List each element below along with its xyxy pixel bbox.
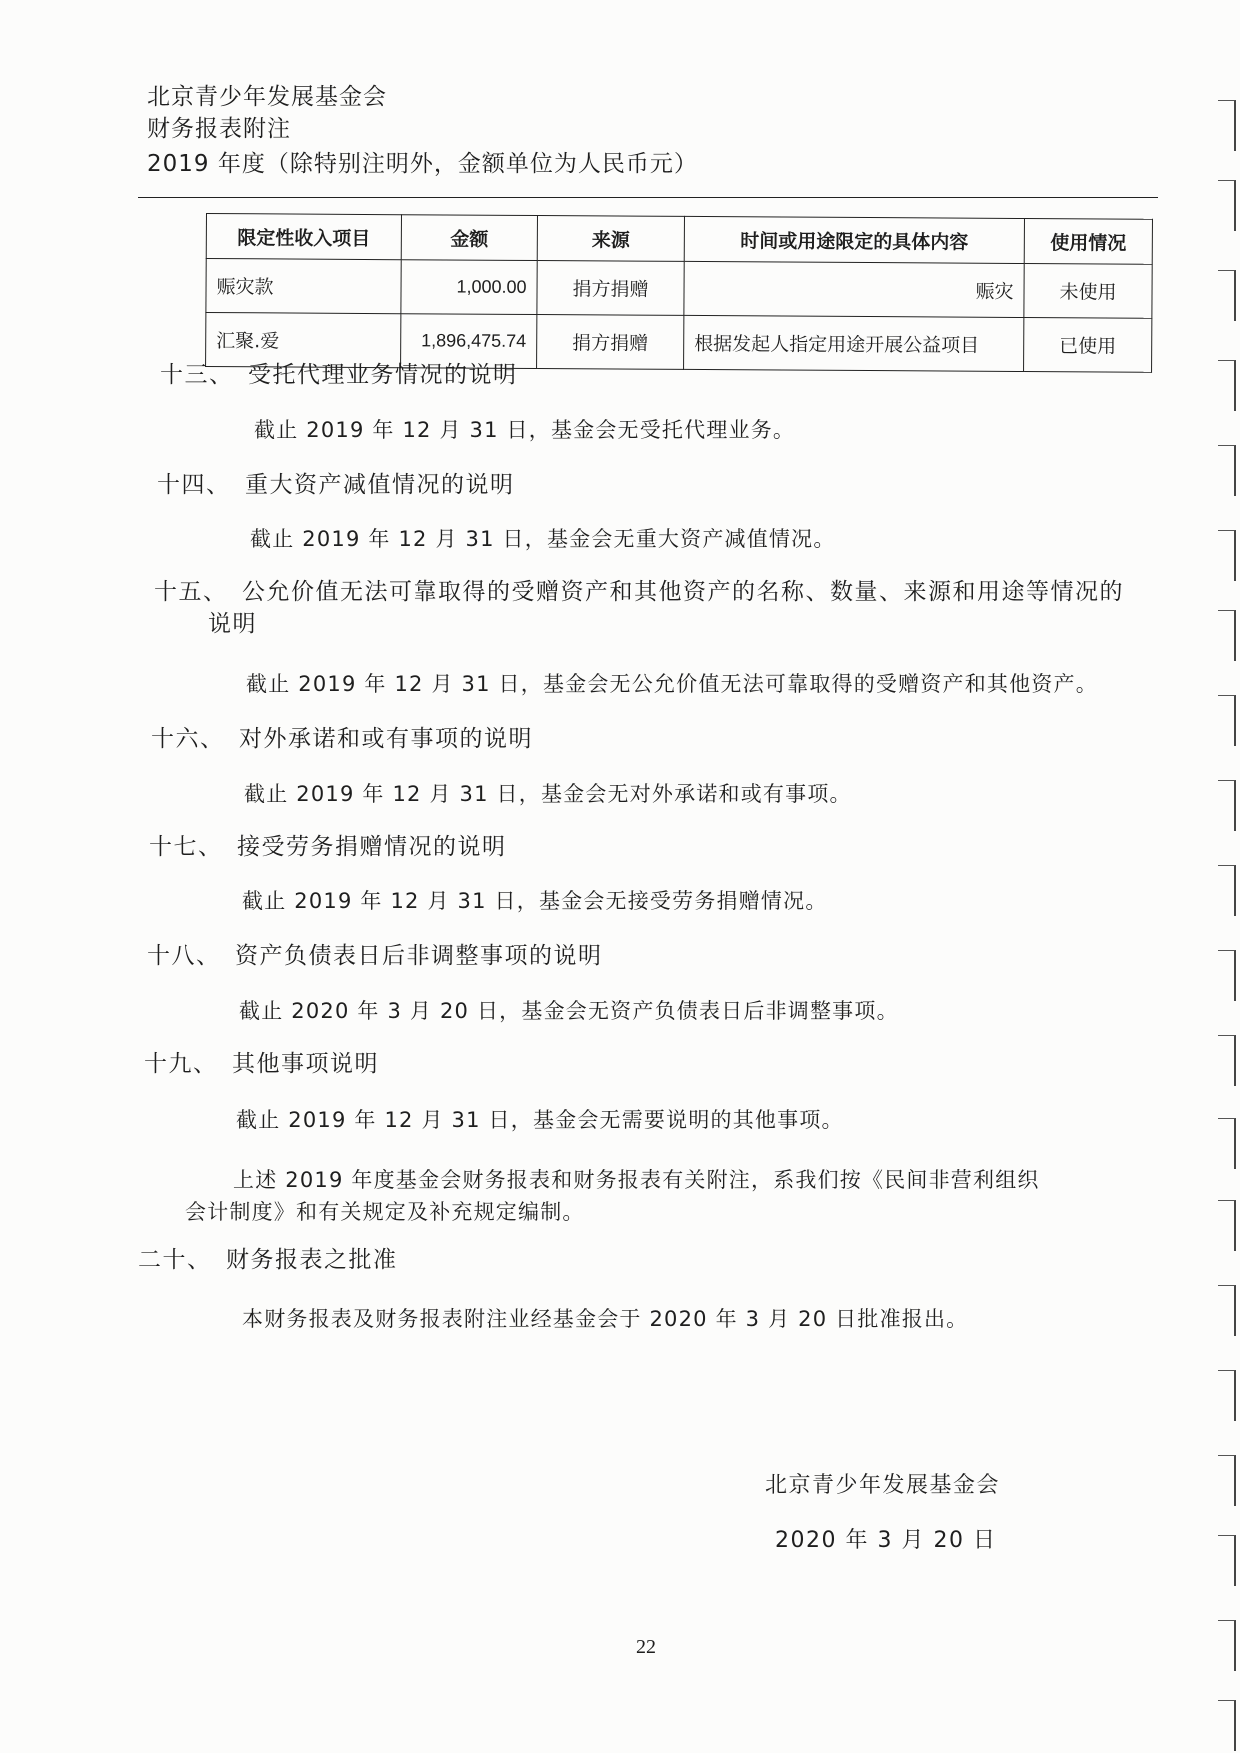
binding-mark	[1218, 1118, 1236, 1169]
section-heading	[147, 939, 603, 973]
binding-mark	[1218, 180, 1236, 231]
cell-source: 捐方捐赠	[537, 315, 684, 370]
binding-mark	[1218, 780, 1236, 831]
section-body: 截止 2019 年 12 月 31 日，基金会无对外承诺和或有事项。	[244, 782, 852, 806]
section-heading	[144, 1047, 379, 1081]
column-header: 使用情况	[1024, 218, 1152, 264]
header-period-note: 2019 年度（除特别注明外，金额单位为人民币元）	[147, 151, 698, 177]
section-number: 十七、	[149, 834, 223, 860]
column-header: 金额	[401, 215, 537, 261]
cell-restriction: 赈灾	[684, 261, 1024, 317]
binding-mark	[1218, 1370, 1236, 1421]
section-title: 公允价值无法可靠取得的受赠资产和其他资产的名称、数量、来源和用途等情况的	[242, 579, 1124, 605]
header-org: 北京青少年发展基金会	[147, 84, 387, 110]
page-number: 22	[636, 1636, 656, 1658]
section-number: 十六、	[151, 726, 225, 752]
section-title: 资产负债表日后非调整事项的说明	[235, 943, 603, 969]
section-title: 对外承诺和或有事项的说明	[239, 726, 533, 752]
section-number: 十三、	[160, 362, 234, 388]
section-title: 重大资产减值情况的说明	[245, 472, 515, 498]
binding-mark	[1218, 865, 1236, 916]
section-heading	[154, 575, 1124, 609]
section-number: 十五、	[154, 579, 228, 605]
column-header: 限定性收入项目	[206, 214, 401, 260]
signature-date: 2020 年 3 月 20 日	[775, 1528, 997, 1553]
section-number: 十八、	[147, 943, 221, 969]
section-body: 截止 2020 年 3 月 20 日，基金会无资产负债表日后非调整事项。	[239, 999, 899, 1023]
section-heading	[149, 830, 507, 864]
binding-mark	[1218, 610, 1236, 661]
binding-mark	[1218, 360, 1236, 411]
section-heading	[151, 722, 533, 756]
binding-mark	[1218, 270, 1236, 321]
section-body: 截止 2019 年 12 月 31 日，基金会无需要说明的其他事项。	[236, 1108, 844, 1132]
section-title: 受托代理业务情况的说明	[248, 362, 518, 388]
table-row	[206, 259, 1152, 319]
section-body: 截止 2019 年 12 月 31 日，基金会无重大资产减值情况。	[250, 527, 836, 551]
restricted-income-table	[205, 213, 1153, 373]
cell-item: 赈灾款	[206, 259, 401, 314]
header-doc-title: 财务报表附注	[147, 116, 291, 142]
section-body: 截止 2019 年 12 月 31 日，基金会无受托代理业务。	[254, 418, 796, 442]
column-header: 来源	[537, 216, 684, 262]
column-header: 时间或用途限定的具体内容	[684, 216, 1024, 263]
section-title-continued: 说明	[208, 611, 257, 637]
binding-mark	[1218, 950, 1236, 1001]
section-number: 十四、	[157, 472, 231, 498]
binding-mark	[1218, 1620, 1236, 1671]
section-title: 财务报表之批准	[226, 1247, 398, 1273]
binding-mark	[1218, 445, 1236, 496]
binding-mark	[1218, 1700, 1236, 1751]
cell-item: 汇聚.爱	[206, 313, 401, 368]
compliance-line-1: 上述 2019 年度基金会财务报表和财务报表有关附注，系我们按《民间非营利组织	[233, 1168, 1040, 1192]
binding-mark	[1218, 100, 1236, 151]
section-heading	[138, 1243, 398, 1277]
section-title: 其他事项说明	[232, 1051, 379, 1077]
binding-mark	[1218, 530, 1236, 581]
cell-amount: 1,000.00	[401, 260, 537, 315]
section-body: 截止 2019 年 12 月 31 日，基金会无接受劳务捐赠情况。	[242, 889, 828, 913]
section-title: 接受劳务捐赠情况的说明	[237, 834, 507, 860]
section-heading	[157, 468, 515, 502]
binding-mark	[1218, 695, 1236, 746]
header-rule	[138, 197, 1158, 198]
binding-mark	[1218, 1455, 1236, 1506]
table-header-row	[206, 214, 1152, 265]
section-heading	[160, 358, 518, 392]
section-number: 十九、	[144, 1051, 218, 1077]
cell-restriction: 根据发起人指定用途开展公益项目	[684, 315, 1024, 371]
signature-org: 北京青少年发展基金会	[765, 1473, 1001, 1498]
section-number: 二十、	[138, 1247, 212, 1273]
cell-usage: 已使用	[1024, 317, 1152, 372]
cell-source: 捐方捐赠	[537, 261, 684, 316]
section-body: 截止 2019 年 12 月 31 日，基金会无公允价值无法可靠取得的受赠资产和其他资产。	[246, 672, 1098, 696]
binding-mark	[1218, 1035, 1236, 1086]
cell-amount: 1,896,475.74	[401, 314, 537, 369]
compliance-line-2: 会计制度》和有关规定及补充规定编制。	[185, 1200, 585, 1224]
binding-mark	[1218, 1535, 1236, 1586]
cell-usage: 未使用	[1024, 263, 1152, 318]
binding-mark	[1218, 1200, 1236, 1251]
binding-mark	[1218, 1285, 1236, 1336]
section-body: 本财务报表及财务报表附注业经基金会于 2020 年 3 月 20 日批准报出。	[242, 1307, 969, 1331]
